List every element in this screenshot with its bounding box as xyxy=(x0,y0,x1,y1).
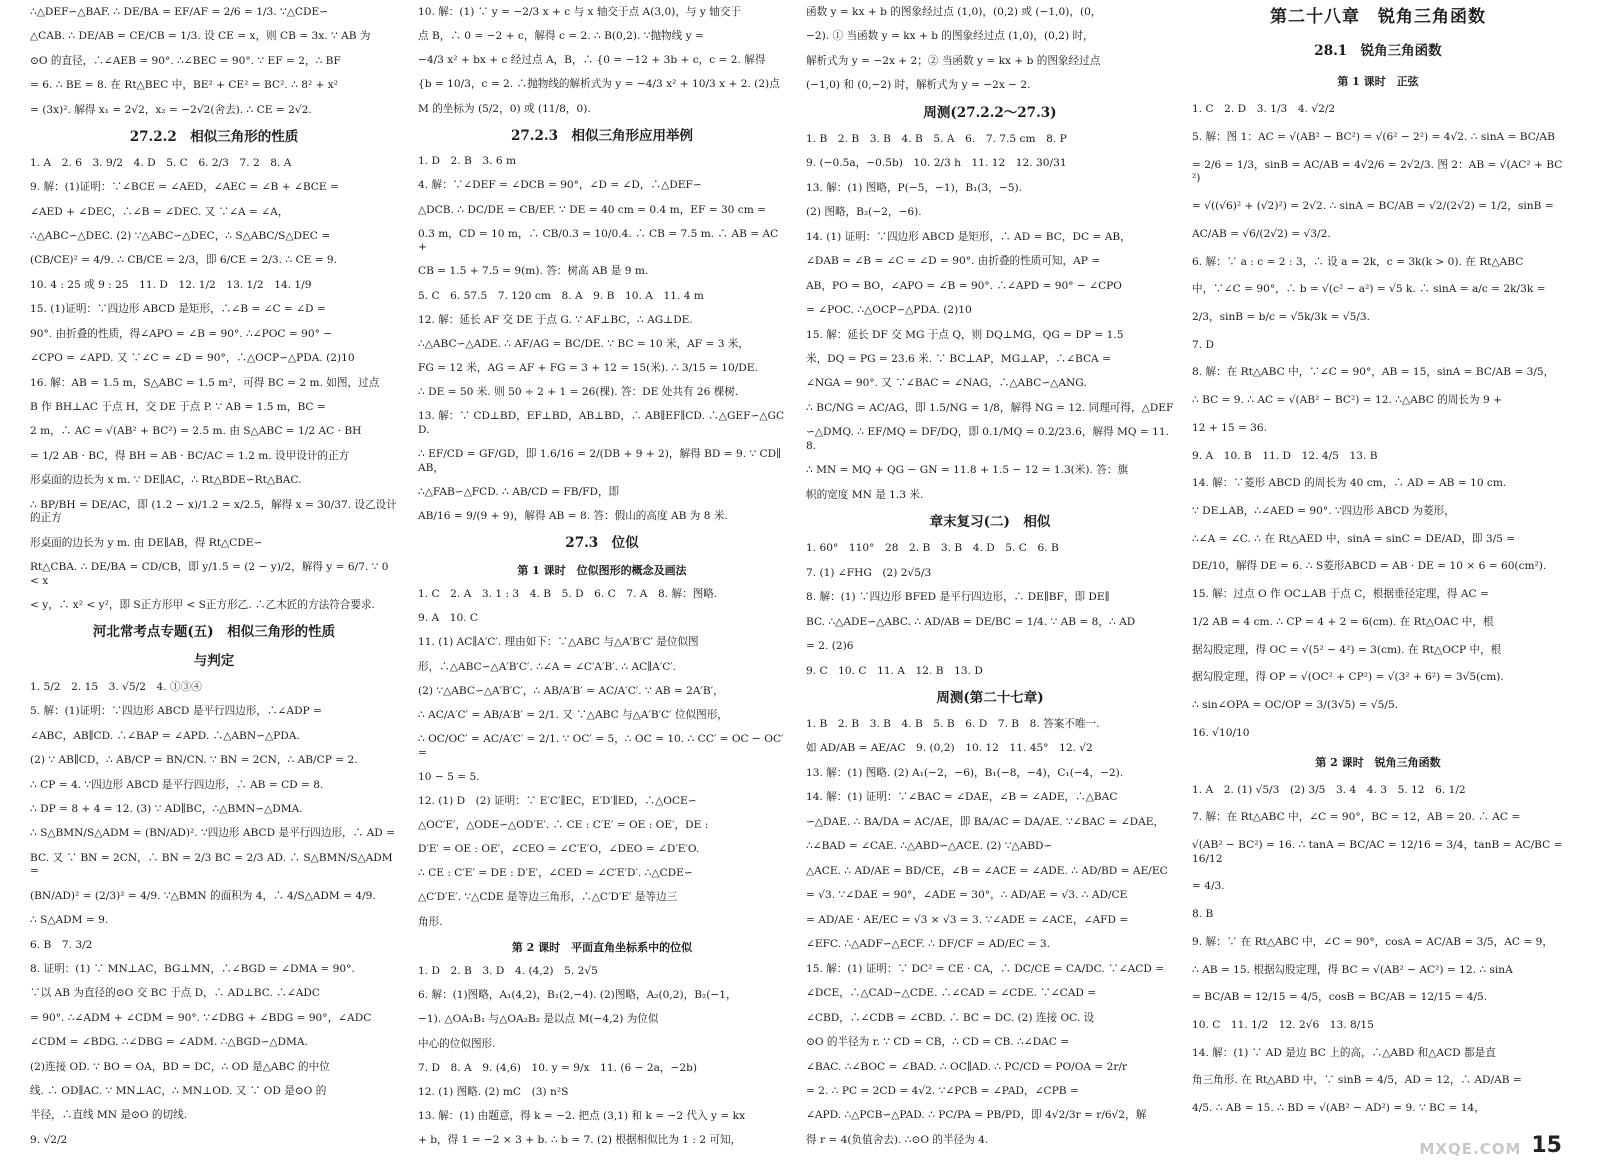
page-footer xyxy=(1420,1133,1563,1158)
answer-line: 15. (1)证明：∵四边形 ABCD 是矩形，∴∠B = ∠C = ∠D = xyxy=(30,303,326,316)
answer-line: ∴△ABC∽△ADE. ∴ AF/AG = BC/DE. ∵ BC = 10 米，AF = 3 米， xyxy=(418,337,750,350)
answer-line: 8. 解：(1) ∵四边形 BFED 是平行四边形，∴ DE∥BF，即 DE∥ xyxy=(806,591,1110,604)
answer-line: = √3. ∵∠DAE = 90°，∠ADE = 30°，∴ AD/AE = √3. ∴ AD/CE xyxy=(806,889,1128,902)
answer-line: ∠AED + ∠DEC，∴∠B = ∠DEC. 又 ∵∠A = ∠A， xyxy=(30,205,289,218)
answer-line: 15. 解：延长 DF 交 MG 于点 Q，则 DQ⊥MG，QG = DP = 1.5 xyxy=(806,328,1124,341)
answer-line: −4/3 x² + bx + c 经过点 A，B，∴ {0 = −12 + 3b + c，c = 2. 解得 xyxy=(418,54,766,67)
answer-line: = 2. ∴ PC = 2CD = 4√2. ∵∠PCB = ∠PAD，∠CPB = xyxy=(806,1084,1079,1097)
answer-line: = 1/2 AB · BC，得 BH = AB · BC/AC = 1.2 m. 设甲设计的正方 xyxy=(30,449,350,462)
answer-line: ∴∠BAD = ∠CAE. ∴△ABD∽△ACE. (2) ∵△ABD∽ xyxy=(806,840,1053,853)
answer-line: 1. B 2. B 3. B 4. B 5. A 6. 7. 7.5 cm 8. P xyxy=(806,132,1067,145)
answer-line: ∠ABC，AB∥CD. ∴∠BAP = ∠APD. ∴△ABN∽△PDA. xyxy=(30,729,300,742)
answer-line: 14. 解：(1) ∵ AD 是边 BC 上的高，∴△ABD 和△ACD 都是直 xyxy=(1192,1046,1496,1059)
answer-line: ∵ DE⊥AB，∴∠AED = 90°. ∵四边形 ABCD 为菱形， xyxy=(1192,505,1455,518)
answer-line: 14. (1) 证明：∵四边形 ABCD 是矩形，∴ AD = BC，DC = AB， xyxy=(806,230,1131,243)
answer-line: < y，∴ x² < y²，即 S正方形甲 < S正方形乙. ∴乙木匠的方法符合要求. xyxy=(30,598,375,611)
answer-line: 9. (−0.5a，−0.5b) 10. 2/3 h 11. 12 12. 30/31 xyxy=(806,157,1067,170)
answer-line: BC. ∴△ADE∽△ABC. ∴ AD/AB = DE/BC = 1/4. ∵ AB = 8，∴ AD xyxy=(806,615,1136,628)
answer-line: 1. A 2. 6 3. 9/2 4. D 5. C 6. 2/3 7. 2 8. A xyxy=(30,156,292,169)
answer-line: ∴ CP = 4. ∵四边形 ABCD 是平行四边形，∴ AB = CD = 8. xyxy=(30,778,324,791)
answer-line: 1. 5/2 2. 15 3. √5/2 4. ①③④ xyxy=(30,680,202,693)
answer-line: 2 m，∴ AC = √(AB² + BC²) = 2.5 m. 由 S△ABC = 1/2 AC · BH xyxy=(30,425,362,438)
section-heading: 河北常考点专题(五) 相似三角形的性质 xyxy=(92,624,336,641)
answer-line: 16. 解：AB = 1.5 m，S△ABC = 1.5 m²，可得 BC = 2 m. 如图，过点 xyxy=(30,376,380,389)
section-heading: 28.1 锐角三角函数 xyxy=(1314,43,1442,60)
answer-line: △CAB. ∴ DE/AB = CE/CB = 1/3. 设 CE = x，则 CB = 3x. ∵ AB 为 xyxy=(30,30,371,43)
answer-line: ∴ S△BMN/S△ADM = (BN/AD)². ∵四边形 ABCD 是平行四边形，∴ AD = xyxy=(30,827,395,840)
answer-line: 8. B xyxy=(1192,908,1214,921)
answer-line: = 2. (2)6 xyxy=(806,640,854,653)
answer-line: 13. 解：(1) 图略. (2) A₁(−2，−6)，B₁(−8，−4)，C₁(−4，−2). xyxy=(806,766,1124,779)
answer-line: 中心的位似图形. xyxy=(418,1037,496,1050)
answer-line: 1. D 2. B 3. D 4. (4,2) 5. 2√5 xyxy=(418,965,598,978)
section-heading: 周测(第二十七章) xyxy=(936,690,1044,707)
answer-line: CB = 1.5 + 7.5 = 9(m). 答：树高 AB 是 9 m. xyxy=(418,265,649,278)
answer-line: 据勾股定理，得 OP = √(OC² + CP²) = √(3² + 6²) = 3√5(cm). xyxy=(1192,671,1504,684)
answer-line: ∴ BC/NG = AC/AG，即 1.5/NG = 1/8，解得 NG = 12. 同理可得，△DEF xyxy=(806,401,1174,414)
answer-line: ∴ MN = MQ + QG − GN = 11.8 + 1.5 − 12 = 1.3(米). 答：旗 xyxy=(806,464,1129,477)
answer-line: ∴△FAB∽△FCD. ∴ AB/CD = FB/FD，即 xyxy=(418,485,620,498)
answer-line: −2). ① 当函数 y = kx + b 的图象经过点 (1,0)，(0,2) 时， xyxy=(806,30,1094,43)
answer-line: 9. A 10. B 11. D 12. 4/5 13. B xyxy=(1192,449,1378,462)
answer-line: ∠CDM = ∠BDG. ∴∠DBG = ∠ADM. ∴△BGD∽△DMA. xyxy=(30,1036,308,1049)
answer-line: 1. D 2. B 3. 6 m xyxy=(418,155,517,168)
answer-line: = (3x)². 解得 x₁ = 2√2，x₂ = −2√2(舍去). ∴ CE = 2√2. xyxy=(30,103,312,116)
answer-line: 7. D 8. A 9. (4,6) 10. y = 9/x 11. (6 − 2a，−2b) xyxy=(418,1061,698,1074)
answer-line: = ∠POC. ∴△OCP∽△PDA. (2)10 xyxy=(806,304,972,317)
answer-line: 4/5. ∴ AB = 15. ∴ BD = √(AB² − AD²) = 9. ∵ BC = 14， xyxy=(1192,1102,1485,1115)
answer-line: (CB/CE)² = 4/9. ∴ CB/CE = 2/3，即 6/CE = 2/3. ∴ CE = 9. xyxy=(30,254,338,267)
answer-line: ∴ S△ADM = 9. xyxy=(30,914,109,927)
section-heading: 27.2.2 相似三角形的性质 xyxy=(129,129,299,146)
answer-line: 12. (1) 图略. (2) mC (3) n²S xyxy=(418,1085,569,1098)
answer-line: = 90°. ∴∠ADM + ∠CDM = 90°. ∵∠DBG + ∠BDG = 90°，∠ADC xyxy=(30,1011,372,1024)
answer-line: 7. (1) ∠FHG (2) 2√5/3 xyxy=(806,566,932,579)
answer-line: 1. C 2. D 3. 1/3 4. √2/2 xyxy=(1192,103,1336,116)
answer-line: ∴△ABC∽△DEC. (2) ∵△ABC∽△DEC，∴ S△ABC/S△DEC = xyxy=(30,230,331,243)
answer-line: 13. 解：(1) 图略，P(−5，−1)，B₁(3，−5). xyxy=(806,181,1022,194)
answer-line: ⊙O 的直径，∴∠AEB = 90°. ∴∠BEC = 90°. ∵ EF = 2，∴ BF xyxy=(30,54,341,67)
section-heading: 27.2.3 相似三角形应用举例 xyxy=(511,127,693,144)
answer-line: 0.3 m，CD = 10 m，∴ CB/0.3 = 10/0.4. ∴ CB = 7.5 m. ∴ AB = AC + xyxy=(418,227,779,254)
answer-line: 9. A 10. C xyxy=(418,612,479,625)
answer-line: (2)连接 OD. ∵ BO = OA，BD = DC，∴ OD 是△ABC 的中位 xyxy=(30,1060,330,1073)
page-number: 15 xyxy=(1531,1133,1562,1158)
answer-line: 得 r = 4(负值舍去). ∴⊙O 的半径为 4. xyxy=(806,1133,989,1146)
answer-line: 中，∵∠C = 90°，∴ b = √(c² − a²) = √5 k. ∴ sinA = a/c = 2k/3k = xyxy=(1192,283,1546,296)
answer-line: 1. A 2. (1) √5/3 (2) 3/5 3. 4 4. 3 5. 12 6. 1/2 xyxy=(1192,783,1466,796)
answer-line: ∠DCE，∴△CAD∽△CDE. ∴∠CAD = ∠CDE. ∵∠CAD = xyxy=(806,987,1097,1000)
answer-line: ∴ AB = 15. 根据勾股定理，得 BC = √(AB² − AC²) = 12. ∴ sinA xyxy=(1192,963,1513,976)
answer-line: ∽△DMQ. ∴ EF/MQ = DF/DQ，即 0.1/MQ = 0.2/23.6，解得 MQ = 11.8. xyxy=(806,426,1170,452)
answer-line: 90°. 由折叠的性质，得∠APO = ∠B = 90°. ∴∠POC = 90° − xyxy=(30,327,333,340)
answer-line: 7. D xyxy=(1192,338,1214,351)
answer-line: 8. 解：在 Rt△ABC 中，∵∠C = 90°，AB = 15，sinA = BC/AB = 3/5， xyxy=(1192,366,1555,379)
answer-line: = 6. ∴ BE = 8. 在 Rt△BEC 中，BE² + CE² = BC². ∴ 8² + x² xyxy=(30,79,339,92)
lesson-heading: 第 2 课时 锐角三角函数 xyxy=(1315,755,1441,769)
answer-line: (2) ∵△ABC∽△A′B′C′，∴ AB/A′B′ = AC/A′C′. ∵ AB = 2A′B′， xyxy=(418,684,724,697)
answer-line: ∴∠A = ∠C. ∴ 在 Rt△AED 中，sinA = sinC = DE/AD，即 3/5 = xyxy=(1192,532,1516,545)
answer-line: 5. 解：图 1：AC = √(AB² − BC²) = √(6² − 2²) = 4√2. ∴ sinA = BC/AB xyxy=(1192,131,1555,144)
lesson-heading: 第 1 课时 位似图形的概念及画法 xyxy=(517,563,687,577)
answer-line: 10 − 5 = 5. xyxy=(418,770,480,783)
answer-line: ∠CBD，∴∠CDB = ∠CBD. ∴ BC = DC. (2) 连接 OC. 设 xyxy=(806,1011,1095,1024)
answer-line: 9. √2/2 xyxy=(30,1133,68,1146)
answer-line: ∴ DE = 50 米. 则 50 ÷ 2 + 1 = 26(棵). 答：DE 处共有 26 棵树. xyxy=(418,386,739,399)
answer-line: (2) ∵ AB∥CD，∴ AB/CP = BN/CN. ∵ BN = 2CN，∴ AB/CP = 2. xyxy=(30,754,358,767)
answer-line: 角形. xyxy=(418,915,443,928)
answer-line: 14. 解：(1) 证明：∵∠BAC = ∠DAE，∠B = ∠ADE，∴△BAC xyxy=(806,791,1118,804)
answer-line: 6. 解：∵ a : c = 2 : 3，∴ 设 a = 2k，c = 3k(k > 0). 在 Rt△ABC xyxy=(1192,255,1524,268)
chapter-title: 第二十八章 锐角三角函数 xyxy=(1270,7,1486,27)
answer-line: 6. B 7. 3/2 xyxy=(30,938,93,951)
answer-line: 10. 4 : 25 或 9 : 25 11. D 12. 1/2 13. 1/2 14. 1/9 xyxy=(30,278,312,291)
answer-line: ∴ OC/OC′ = AC/A′C′ = 2/1. ∵ OC′ = 5，∴ OC = 10. ∴ CC′ = OC − OC′ = xyxy=(418,732,784,759)
answer-line: ∽△DAE. ∴ BA/DA = AC/AE，即 BA/AC = DA/AE. ∵∠BAC = ∠DAE， xyxy=(806,815,1165,828)
answer-line: = BC/AB = 12/15 = 4/5，cosB = BC/AB = 12/15 = 4/5. xyxy=(1192,991,1488,1004)
answer-line: 形，∴△ABC∽△A′B′C′. ∴∠A = ∠C′A′B′. ∴ AC∥A′C′. xyxy=(418,660,677,673)
answer-line: 线. ∴ OD∥AC. ∵ MN⊥AC，∴ MN⊥OD. 又 ∵ OD 是⊙O 的 xyxy=(30,1085,327,1098)
answer-line: △OC′E′，△ODE∽△OD′E′. ∴ CE : C′E′ = OE : OE′，DE : xyxy=(418,818,709,831)
answer-line: ∴ BC = 9. ∴ AC = √(AB² − BC²) = 12. ∴△ABC 的周长为 9 + xyxy=(1192,394,1502,407)
answer-line: 1. C 2. A 3. 1 : 3 4. B 5. D 6. C 7. A 8. 解：图略. xyxy=(418,588,718,601)
answer-line: Rt△CBA. ∴ DE/BA = CD/CB，即 y/1.5 = (2 − y)/2，解得 y = 6/7. ∵ 0 < x xyxy=(30,560,389,587)
answer-line: ∠EFC. ∴△ADF∽△ECF. ∴ DF/CF = AD/EC = 3. xyxy=(806,938,1050,951)
answer-line: 据勾股定理，得 OC = √(5² − 4²) = 3(cm). 在 Rt△OCP 中，根 xyxy=(1192,643,1502,656)
answer-line: FG = 12 米，AG = AF + FG = 3 + 12 = 15(米). ∴ 3/15 = 10/DE. xyxy=(418,361,758,374)
answer-line: AC/AB = √6/(2√2) = √3/2. xyxy=(1192,227,1331,240)
lesson-heading: 第 1 课时 正弦 xyxy=(1337,75,1419,89)
section-heading: 章末复习(二) 相似 xyxy=(929,514,1051,531)
answer-line: 12. 解：延长 AF 交 DE 于点 G. ∵ AF⊥BC，∴ AG⊥DE. xyxy=(418,313,693,326)
answer-line: = 2/6 = 1/3，sinB = AC/AB = 4√2/6 = 2√2/3. 图 2：AB = √(AC² + BC²) xyxy=(1192,158,1563,185)
answer-line: 1. B 2. B 3. B 4. B 5. B 6. D 7. B 8. 答案不唯一. xyxy=(806,717,1100,730)
answer-line: 角三角形. 在 Rt△ABD 中，∵ sinB = 4/5，AD = 12，∴ AD/AB = xyxy=(1192,1074,1522,1087)
answer-line: B 作 BH⊥AC 于点 H，交 DE 于点 P. ∵ AB = 1.5 m，BC = xyxy=(30,400,326,413)
answer-line: 6. 解：(1)图略，A₁(4,2)，B₁(2,−4). (2)图略，A₂(0,2)，B₂(−1， xyxy=(418,989,737,1002)
answer-line: 函数 y = kx + b 的图象经过点 (1,0)，(0,2) 或 (−1,0)，(0， xyxy=(806,6,1102,18)
answer-line: 10. C 11. 1/2 12. 2√6 13. 8/15 xyxy=(1192,1018,1374,1031)
answer-line: = AD/AE · AE/EC = √3 × √3 = 3. ∵∠ADE = ∠ACE，∠AFD = xyxy=(806,913,1129,926)
answer-line: 点 B，∴ 0 = −2 + c，解得 c = 2. ∴ B(0,2). ∵抛物线 y = xyxy=(418,30,704,43)
answer-line: 5. 解：(1)证明：∵四边形 ABCD 是平行四边形，∴∠ADP = xyxy=(30,705,322,718)
answer-column-4 xyxy=(1192,6,1564,1116)
answer-line: 帜的宽度 MN 是 1.3 米. xyxy=(806,488,924,501)
answer-line: 14. 解：∵菱形 ABCD 的周长为 40 cm，∴ AD = AB = 10 cm. xyxy=(1192,477,1507,490)
answer-line: ∠BAC. ∴∠BOC = ∠BAD. ∴ OC∥AD. ∴ PC/CD = PO/OA = 2r/r xyxy=(806,1060,1128,1073)
answer-line: {b = 10/3，c = 2. ∴抛物线的解析式为 y = −4/3 x² + 10/3 x + 2. (2)点 xyxy=(418,78,780,91)
answer-line: 1. 60° 110° 28 2. B 3. B 4. D 5. C 6. B xyxy=(806,542,1059,555)
answer-line: 16. √10/10 xyxy=(1192,726,1250,739)
answer-line: ∴ CE : C′E′ = DE : D′E′，∠CED = ∠C′E′D′. ∴△CDE∽ xyxy=(418,867,693,880)
answer-line: 半径，∴直线 MN 是⊙O 的切线. xyxy=(30,1109,188,1122)
answer-line: 11. (1) AC∥A′C′. 理由如下：∵△ABC 与△A′B′C′ 是位似图 xyxy=(418,636,699,649)
answer-line: 1/2 AB = 4 cm. ∴ CP = 4 + 2 = 6(cm). 在 Rt△OAC 中，根 xyxy=(1192,615,1494,628)
answer-line: ∵以 AB 为直径的⊙O 交 BC 于点 D，∴ AD⊥BC. ∴∠ADC xyxy=(30,987,320,1000)
answer-line: = √((√6)² + (√2)²) = 2√2. ∴ sinA = BC/AB = √2/(2√2) = 1/2，sinB = xyxy=(1192,200,1554,213)
answer-line: ∴ EF/CD = GF/GD，即 1.6/16 = 2/(DB + 9 + 2)，解得 BD = 9. ∵ CD∥AB， xyxy=(418,447,782,474)
answer-line: 8. 证明：(1) ∵ MN⊥AC，BG⊥MN，∴∠BGD = ∠DMA = 90°. xyxy=(30,963,355,976)
answer-line: ∴ BP/BH = DE/AC，即 (1.2 − x)/1.2 = x/2.5，解得 x = 30/37. 设乙设计的正方 xyxy=(30,498,397,525)
answer-line: (BN/AD)² = (2/3)² = 4/9. ∵△BMN 的面积为 4，∴ 4/S△ADM = 4/9. xyxy=(30,889,376,902)
answer-column-1 xyxy=(30,6,398,1148)
answer-line: 7. 解：在 Rt△ABC 中，∠C = 90°，BC = 12，AB = 20. ∴ AC = xyxy=(1192,811,1521,824)
answer-line: 9. 解：(1)证明：∵∠BCE = ∠AED，∠AEC = ∠B + ∠BCE = xyxy=(30,181,339,194)
answer-line: ∠DAB = ∠B = ∠C = ∠D = 90°. 由折叠的性质可知，AP = xyxy=(806,255,1101,268)
answer-line: ∴ AC/A′C′ = AB/A′B′ = 2/1. 又 ∵△ABC 与△A′B′C′ 位似图形， xyxy=(418,708,728,721)
answer-line: 13. 解：(1) 由题意，得 k = −2. 把点 (3,1) 和 k = −2 代入 y = kx xyxy=(418,1110,746,1123)
answer-line: (−1,0) 和 (0,−2) 时，解析式为 y = −2x − 2. xyxy=(806,79,1031,92)
answer-line: 如 AD/AB = AE/AC 9. (0,2) 10. 12 11. 45° 12. √2 xyxy=(806,742,1093,755)
answer-line: 5. C 6. 57.5 7. 120 cm 8. A 9. B 10. A 11. 4 m xyxy=(418,289,704,302)
answer-line: 9. C 10. C 11. A 12. B 13. D xyxy=(806,664,983,677)
answer-line: ⊙O 的半径为 r. ∵ CD = CB，∴ CD = CB. ∴∠DAC = xyxy=(806,1036,1070,1049)
answer-line: 形桌面的边长为 x m. ∵ DE∥AC，∴ Rt△BDE∽Rt△BAC. xyxy=(30,474,302,487)
answer-line: 13. 解：∵ CD⊥BD，EF⊥BD，AB⊥BD，∴ AB∥EF∥CD. ∴△GEF∽△GCD. xyxy=(418,410,785,436)
answer-line: 12. (1) D (2) 证明：∵ E′C′∥EC，E′D′∥ED，∴△OCE∽ xyxy=(418,794,697,807)
answer-line: √(AB² − BC²) = 16. ∴ tanA = BC/AC = 12/16 = 3/4，tanB = AC/BC = 16/12 xyxy=(1192,839,1563,865)
answer-line: + b，得 1 = −2 × 3 + b. ∴ b = 7. (2) 根据相似比为 1 : 2 可知， xyxy=(418,1134,742,1147)
section-heading: 与判定 xyxy=(193,653,235,670)
answer-line: △ACE. ∴ AD/AE = BD/CE，∠B = ∠ACE = ∠ADE. ∴ AD/BD = AE/EC xyxy=(806,864,1168,877)
answer-column-2 xyxy=(418,6,786,1148)
lesson-heading: 第 2 课时 平面直角坐标系中的位似 xyxy=(511,940,693,954)
answer-line: BC. 又 ∵ BN = 2CN，∴ BN = 2/3 BC = 2/3 AD. ∴ S△BMN/S△ADM = xyxy=(30,851,393,878)
section-heading: 27.3 位似 xyxy=(565,535,639,551)
answer-line: 12 + 15 = 36. xyxy=(1192,421,1268,434)
answer-line: ∠APD. ∴△PCB∽△PAD. ∴ PC/PA = PB/PD，即 4√2/3r = r/6√2，解 xyxy=(806,1109,1147,1122)
answer-line: 15. 解：(1) 证明：∵ DC² = CE · CA，∴ DC/CE = CA/DC. ∵∠ACD = xyxy=(806,962,1165,975)
answer-line: = 4/3. xyxy=(1192,880,1225,893)
answer-line: 9. 解：∵ 在 Rt△ABC 中，∠C = 90°，cosA = AC/AB = 3/5，AC = 9， xyxy=(1192,935,1553,948)
answer-line: M 的坐标为 (5/2，0) 或 (11/8，0). xyxy=(418,102,591,115)
answer-line: ∴ DP = 8 + 4 = 12. (3) ∵ AD∥BC，∴△BMN∽△DMA. xyxy=(30,803,303,815)
answer-line: ∠CPO = ∠APD. 又 ∵∠C = ∠D = 90°，∴△OCP∽△PDA. (2)10 xyxy=(30,352,355,365)
watermark: MXQE.COM xyxy=(1419,1140,1522,1158)
answer-line: ∴ sin∠OPA = OC/OP = 3/(3√5) = √5/5. xyxy=(1192,699,1399,712)
section-heading: 周测(27.2.2～27.3) xyxy=(923,104,1057,121)
answer-line: (2) 图略，B₂(−2，−6). xyxy=(806,206,922,219)
answer-line: ∴△DEF∽△BAF. ∴ DE/BA = EF/AF = 2/6 = 1/3. ∵△CDE∽ xyxy=(30,6,329,18)
answer-line: −1). △OA₁B₁ 与△OA₂B₂ 是以点 M(−4,2) 为位似 xyxy=(418,1013,659,1026)
answer-line: 10. 解：(1) ∵ y = −2/3 x + c 与 x 轴交于点 A(3,0)，与 y 轴交于 xyxy=(418,6,742,18)
answer-line: △DCB. ∴ DC/DE = CB/EF. ∵ DE = 40 cm = 0.4 m，EF = 30 cm = xyxy=(418,203,767,216)
answer-line: DE/10，解得 DE = 6. ∴ S菱形ABCD = AB · DE = 10 × 6 = 60(cm²). xyxy=(1192,560,1547,573)
answer-line: 形桌面的边长为 y m. 由 DE∥AB，得 Rt△CDE∽ xyxy=(30,536,263,549)
answer-line: △C′D′E′. ∵△CDE 是等边三角形，∴△C′D′E′ 是等边三 xyxy=(418,891,678,904)
answer-line: 4. 解：∵∠DEF = ∠DCB = 90°，∠D = ∠D，∴△DEF∽ xyxy=(418,179,702,192)
answer-line: 15. 解：过点 O 作 OC⊥AB 于点 C，根据垂径定理，得 AC = xyxy=(1192,588,1489,601)
answer-line: 解析式为 y = −2x + 2；② 当函数 y = kx + b 的图象经过点 xyxy=(806,54,1101,67)
answer-line: ∠NGA = 90°. 又 ∵∠BAC = ∠NAG，∴△ABC∽△ANG. xyxy=(806,377,1087,390)
answer-line: AB，PO = BO，∠APO = ∠B = 90°. ∴∠APD = 90° − ∠CPO xyxy=(806,279,1122,292)
answer-line: 2/3，sinB = b/c = √5k/3k = √5/3. xyxy=(1192,311,1370,323)
answer-line: 米，DQ = PG = 23.6 米. ∵ BC⊥AP，MG⊥AP，∴∠BCA = xyxy=(806,352,1111,365)
answer-line: D′E′ = OE : OE′，∠CEO = ∠C′E′O，∠DEO = ∠D′E′O. xyxy=(418,843,700,856)
answer-line: AB/16 = 9/(9 + 9)，解得 AB = 8. 答：假山的高度 AB 为 8 米. xyxy=(418,509,728,522)
answer-column-3 xyxy=(806,6,1174,1148)
